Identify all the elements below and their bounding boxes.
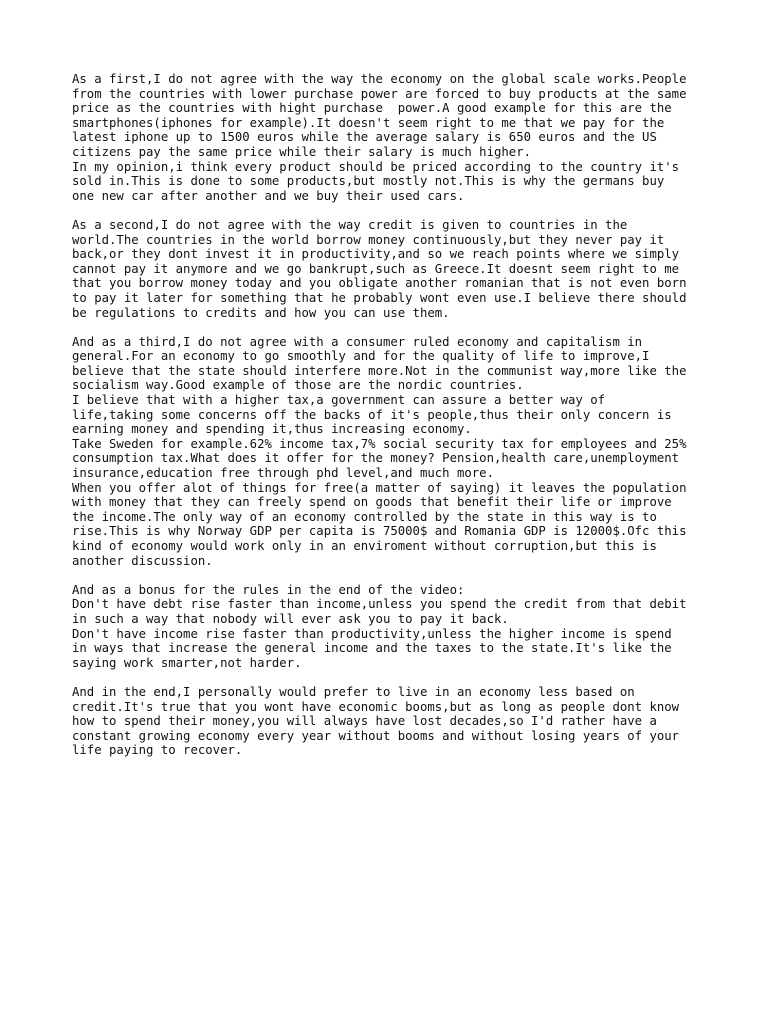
text-line: earning money and spending it,thus increasing economy. bbox=[72, 422, 472, 437]
text-line: from the countries with lower purchase power are forced to buy products at the same bbox=[72, 86, 687, 101]
text-line: in ways that increase the general income and the taxes to the state.It's like the bbox=[72, 641, 672, 656]
text-line: cannot pay it anymore and we go bankrupt,such as Greece.It doesnt seem right to me bbox=[72, 261, 680, 276]
text-line: insurance,education free through phd level,and much more. bbox=[72, 466, 494, 481]
text-line: In my opinion,i think every product should be priced according to the country it's bbox=[72, 159, 680, 174]
text-line: Don't have income rise faster than productivity,unless the higher income is spend bbox=[72, 626, 672, 641]
text-line: with money that they can freely spend on goods that benefit their life or improve bbox=[72, 495, 672, 510]
text-line: And in the end,I personally would prefer to live in an economy less based on bbox=[72, 684, 635, 699]
text-line: one new car after another and we buy their used cars. bbox=[72, 188, 465, 203]
text-line: how to spend their money,you will always have lost decades,so I'd rather have a bbox=[72, 714, 657, 729]
text-line: When you offer alot of things for free(a matter of saying) it leaves the population bbox=[72, 480, 687, 495]
text-line: smartphones(iphones for example).It doesn't seem right to me that we pay for the bbox=[72, 115, 665, 130]
text-line: the income.The only way of an economy controlled by the state in this way is to bbox=[72, 509, 657, 524]
text-line: sold in.This is done to some products,but mostly not.This is why the germans buy bbox=[72, 174, 665, 189]
text-line: rise.This is why Norway GDP per capita is 75000$ and Romania GDP is 12000$.Ofc this bbox=[72, 524, 687, 539]
text-line: in such a way that nobody will ever ask you to pay it back. bbox=[72, 611, 509, 626]
text-line: life paying to recover. bbox=[72, 743, 243, 758]
paragraph-conclusion bbox=[72, 685, 712, 758]
text-line: As a first,I do not agree with the way the economy on the global scale works.People bbox=[72, 72, 687, 86]
text-line: back,or they dont invest it in productivity,and so we reach points where we simply bbox=[72, 247, 680, 262]
text-line: believe that the state should interfere more.Not in the communist way,more like the bbox=[72, 363, 687, 378]
paragraph-first-argument bbox=[72, 72, 712, 203]
text-line: saying work smarter,not harder. bbox=[72, 655, 302, 670]
text-line: credit.It's true that you wont have economic booms,but as long as people dont know bbox=[72, 699, 680, 714]
text-line: As a second,I do not agree with the way credit is given to countries in the bbox=[72, 217, 628, 232]
text-line: general.For an economy to go smoothly and for the quality of life to improve,I bbox=[72, 349, 650, 364]
text-line: And as a third,I do not agree with a consumer ruled economy and capitalism in bbox=[72, 334, 643, 349]
text-line: And as a bonus for the rules in the end of the video: bbox=[72, 582, 465, 597]
text-line: citizens pay the same price while their salary is much higher. bbox=[72, 144, 532, 159]
text-line: price as the countries with hight purchase power.A good example for this are the bbox=[72, 101, 672, 116]
document-page bbox=[72, 72, 712, 773]
text-line: Don't have debt rise faster than income,unless you spend the credit from that debit bbox=[72, 597, 687, 612]
text-line: consumption tax.What does it offer for the money? Pension,health care,unemployment bbox=[72, 451, 680, 466]
text-line: I believe that with a higher tax,a government can assure a better way of bbox=[72, 393, 606, 408]
text-line: latest iphone up to 1500 euros while the average salary is 650 euros and the US bbox=[72, 130, 657, 145]
text-line: life,taking some concerns off the backs of it's people,thus their only concern is bbox=[72, 407, 672, 422]
text-line: that you borrow money today and you obligate another romanian that is not even born bbox=[72, 276, 687, 291]
paragraph-bonus-rules bbox=[72, 583, 712, 671]
text-line: constant growing economy every year without booms and without losing years of your bbox=[72, 728, 680, 743]
text-line: Take Sweden for example.62% income tax,7% social security tax for employees and 25% bbox=[72, 436, 687, 451]
text-line: world.The countries in the world borrow money continuously,but they never pay it bbox=[72, 232, 665, 247]
text-line: another discussion. bbox=[72, 553, 213, 568]
text-line: to pay it later for something that he probably wont even use.I believe there should bbox=[72, 290, 687, 305]
text-line: socialism way.Good example of those are the nordic countries. bbox=[72, 378, 524, 393]
paragraph-third-argument bbox=[72, 335, 712, 569]
text-line: kind of economy would work only in an enviroment without corruption,but this is bbox=[72, 539, 657, 553]
text-line: be regulations to credits and how you can use them. bbox=[72, 305, 450, 320]
paragraph-second-argument bbox=[72, 218, 712, 320]
